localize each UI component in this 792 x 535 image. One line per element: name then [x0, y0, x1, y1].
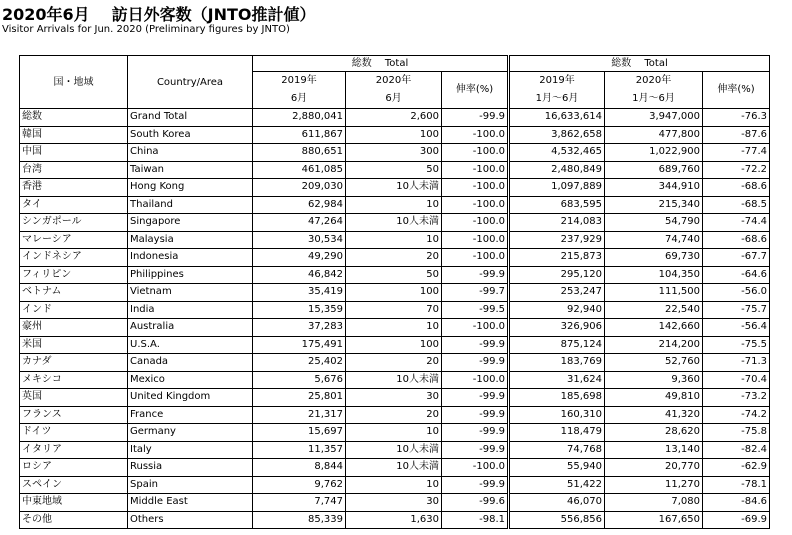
month-2019-value: 47,264 [253, 214, 346, 232]
country-name-en: Vietnam [128, 284, 253, 302]
header-month-2020: 2020年 6月 [346, 72, 442, 109]
table-row [20, 214, 770, 232]
month-2020-value: 30 [346, 389, 442, 407]
country-name-ja: 韓国 [20, 126, 128, 144]
cum-2020-value: 22,540 [605, 301, 703, 319]
month-2020-value: 20 [346, 249, 442, 267]
table-row [20, 196, 770, 214]
month-2020-value: 10 [346, 476, 442, 494]
month-growth-value: -99.6 [442, 494, 509, 512]
country-name-en: Russia [128, 459, 253, 477]
country-name-ja: ロシア [20, 459, 128, 477]
cum-2020-value: 1,022,900 [605, 144, 703, 162]
month-growth-value: -99.9 [442, 406, 509, 424]
cum-growth-value: -68.5 [703, 196, 770, 214]
cum-2020-value: 54,790 [605, 214, 703, 232]
table-row [20, 476, 770, 494]
country-name-ja: 総数 [20, 109, 128, 127]
country-name-en: Singapore [128, 214, 253, 232]
title-date: 2020年6月 [2, 5, 90, 24]
cum-growth-value: -78.1 [703, 476, 770, 494]
table-row [20, 126, 770, 144]
month-growth-value: -99.9 [442, 266, 509, 284]
cum-growth-value: -56.4 [703, 319, 770, 337]
page-subtitle: Visitor Arrivals for Jun. 2020 (Preliminary figures by JNTO) [2, 24, 290, 35]
month-2019-value: 11,357 [253, 441, 346, 459]
month-2019-value: 37,283 [253, 319, 346, 337]
month-2020-value: 20 [346, 406, 442, 424]
cum-2019-value: 683,595 [509, 196, 605, 214]
country-name-ja: 米国 [20, 336, 128, 354]
month-growth-value: -99.7 [442, 284, 509, 302]
header-month-growth: 伸率(%) [442, 72, 509, 109]
table-row [20, 354, 770, 372]
cum-2019-value: 51,422 [509, 476, 605, 494]
country-name-ja: 中国 [20, 144, 128, 162]
table-row [20, 371, 770, 389]
month-growth-value: -100.0 [442, 371, 509, 389]
cum-2020-value: 214,200 [605, 336, 703, 354]
month-growth-value: -100.0 [442, 179, 509, 197]
cum-growth-value: -75.7 [703, 301, 770, 319]
cum-2019-value: 215,873 [509, 249, 605, 267]
country-name-en: Others [128, 511, 253, 529]
month-2020-value: 100 [346, 284, 442, 302]
cum-2019-value: 46,070 [509, 494, 605, 512]
cum-2020-value: 69,730 [605, 249, 703, 267]
month-2020-value: 50 [346, 266, 442, 284]
header-month-2019: 2019年 6月 [253, 72, 346, 109]
cum-2019-value: 118,479 [509, 424, 605, 442]
month-2019-value: 46,842 [253, 266, 346, 284]
month-2020-value: 70 [346, 301, 442, 319]
country-name-en: France [128, 406, 253, 424]
cum-2020-value: 28,620 [605, 424, 703, 442]
table-row [20, 336, 770, 354]
cum-2020-value: 3,947,000 [605, 109, 703, 127]
cum-2020-value: 20,770 [605, 459, 703, 477]
country-name-en: Canada [128, 354, 253, 372]
cum-growth-value: -56.0 [703, 284, 770, 302]
month-growth-value: -99.9 [442, 441, 509, 459]
cum-2020-value: 689,760 [605, 161, 703, 179]
month-2019-value: 2,880,041 [253, 109, 346, 127]
cum-growth-value: -62.9 [703, 459, 770, 477]
month-2020-value: 10人未満 [346, 371, 442, 389]
month-growth-value: -100.0 [442, 126, 509, 144]
cum-2019-value: 55,940 [509, 459, 605, 477]
header-cum-2020: 2020年 1月～6月 [605, 72, 703, 109]
cum-2020-value: 344,910 [605, 179, 703, 197]
cum-2020-value: 52,760 [605, 354, 703, 372]
cum-2020-value: 9,360 [605, 371, 703, 389]
table-row [20, 161, 770, 179]
month-2019-value: 25,402 [253, 354, 346, 372]
month-2019-value: 611,867 [253, 126, 346, 144]
month-growth-value: -100.0 [442, 319, 509, 337]
cum-2019-value: 214,083 [509, 214, 605, 232]
country-name-en: Mexico [128, 371, 253, 389]
table-row [20, 144, 770, 162]
country-name-en: Grand Total [128, 109, 253, 127]
month-growth-value: -100.0 [442, 144, 509, 162]
month-growth-value: -99.5 [442, 301, 509, 319]
cum-growth-value: -71.3 [703, 354, 770, 372]
month-2019-value: 209,030 [253, 179, 346, 197]
country-name-ja: 豪州 [20, 319, 128, 337]
country-name-ja: シンガポール [20, 214, 128, 232]
table-row [20, 284, 770, 302]
table-row [20, 406, 770, 424]
country-name-ja: その他 [20, 511, 128, 529]
country-name-ja: 英国 [20, 389, 128, 407]
country-name-en: Spain [128, 476, 253, 494]
cum-growth-value: -69.9 [703, 511, 770, 529]
cum-growth-value: -75.8 [703, 424, 770, 442]
country-name-en: Middle East [128, 494, 253, 512]
cum-2019-value: 556,856 [509, 511, 605, 529]
cum-growth-value: -64.6 [703, 266, 770, 284]
country-name-ja: マレーシア [20, 231, 128, 249]
cum-2020-value: 74,740 [605, 231, 703, 249]
table-row [20, 109, 770, 127]
header-region-ja: 国・地域 [20, 56, 128, 109]
country-name-ja: インドネシア [20, 249, 128, 267]
cum-growth-value: -73.2 [703, 389, 770, 407]
table-row [20, 301, 770, 319]
table-row [20, 459, 770, 477]
cum-2019-value: 2,480,849 [509, 161, 605, 179]
country-name-en: Thailand [128, 196, 253, 214]
country-name-ja: スペイン [20, 476, 128, 494]
cum-2019-value: 74,768 [509, 441, 605, 459]
cum-2019-value: 4,532,465 [509, 144, 605, 162]
month-2019-value: 15,359 [253, 301, 346, 319]
cum-2020-value: 49,810 [605, 389, 703, 407]
month-growth-value: -98.1 [442, 511, 509, 529]
month-2020-value: 2,600 [346, 109, 442, 127]
month-2019-value: 461,085 [253, 161, 346, 179]
month-2020-value: 10人未満 [346, 459, 442, 477]
header-cum-growth: 伸率(%) [703, 72, 770, 109]
month-2020-value: 100 [346, 126, 442, 144]
cum-2020-value: 13,140 [605, 441, 703, 459]
header-cum-2019: 2019年 1月～6月 [509, 72, 605, 109]
cum-2019-value: 3,862,658 [509, 126, 605, 144]
month-growth-value: -100.0 [442, 214, 509, 232]
month-growth-value: -100.0 [442, 196, 509, 214]
table-row [20, 494, 770, 512]
country-name-en: United Kingdom [128, 389, 253, 407]
table-row [20, 266, 770, 284]
month-2019-value: 35,419 [253, 284, 346, 302]
cum-growth-value: -74.2 [703, 406, 770, 424]
table-row [20, 424, 770, 442]
month-growth-value: -99.9 [442, 424, 509, 442]
table-header [20, 56, 770, 109]
cum-2019-value: 185,698 [509, 389, 605, 407]
country-name-en: Malaysia [128, 231, 253, 249]
cum-2019-value: 31,624 [509, 371, 605, 389]
cum-2019-value: 183,769 [509, 354, 605, 372]
cum-2020-value: 111,500 [605, 284, 703, 302]
month-2020-value: 10人未満 [346, 441, 442, 459]
month-growth-value: -99.9 [442, 354, 509, 372]
month-2019-value: 25,801 [253, 389, 346, 407]
month-2020-value: 10 [346, 196, 442, 214]
month-2019-value: 7,747 [253, 494, 346, 512]
month-growth-value: -100.0 [442, 459, 509, 477]
cum-2020-value: 41,320 [605, 406, 703, 424]
page-title [2, 2, 316, 25]
cum-2020-value: 477,800 [605, 126, 703, 144]
country-name-ja: フランス [20, 406, 128, 424]
cum-growth-value: -77.4 [703, 144, 770, 162]
month-2020-value: 100 [346, 336, 442, 354]
cum-growth-value: -82.4 [703, 441, 770, 459]
country-name-en: India [128, 301, 253, 319]
cum-growth-value: -74.4 [703, 214, 770, 232]
month-growth-value: -100.0 [442, 249, 509, 267]
country-name-en: Hong Kong [128, 179, 253, 197]
cum-growth-value: -68.6 [703, 231, 770, 249]
header-region-en: Country/Area [128, 56, 253, 109]
country-name-en: China [128, 144, 253, 162]
month-2019-value: 9,762 [253, 476, 346, 494]
country-name-ja: メキシコ [20, 371, 128, 389]
cum-2019-value: 253,247 [509, 284, 605, 302]
cum-growth-value: -84.6 [703, 494, 770, 512]
cum-2020-value: 142,660 [605, 319, 703, 337]
month-2020-value: 10人未満 [346, 214, 442, 232]
cum-2020-value: 104,350 [605, 266, 703, 284]
table-row [20, 389, 770, 407]
month-2019-value: 21,317 [253, 406, 346, 424]
cum-2020-value: 11,270 [605, 476, 703, 494]
cum-growth-value: -76.3 [703, 109, 770, 127]
cum-growth-value: -68.6 [703, 179, 770, 197]
month-2020-value: 10 [346, 424, 442, 442]
table-row [20, 249, 770, 267]
month-2019-value: 5,676 [253, 371, 346, 389]
country-name-ja: カナダ [20, 354, 128, 372]
table-row [20, 179, 770, 197]
month-growth-value: -100.0 [442, 231, 509, 249]
month-growth-value: -99.9 [442, 389, 509, 407]
country-name-en: U.S.A. [128, 336, 253, 354]
cum-2019-value: 326,906 [509, 319, 605, 337]
cum-2019-value: 875,124 [509, 336, 605, 354]
cum-2019-value: 16,633,614 [509, 109, 605, 127]
cum-2019-value: 295,120 [509, 266, 605, 284]
table-row [20, 511, 770, 529]
cum-2020-value: 215,340 [605, 196, 703, 214]
month-2019-value: 175,491 [253, 336, 346, 354]
header-group-cumulative: 総数 Total [509, 56, 770, 72]
month-2019-value: 85,339 [253, 511, 346, 529]
month-2020-value: 10 [346, 319, 442, 337]
country-name-ja: インド [20, 301, 128, 319]
country-name-en: South Korea [128, 126, 253, 144]
month-2020-value: 300 [346, 144, 442, 162]
month-2019-value: 8,844 [253, 459, 346, 477]
month-2019-value: 880,651 [253, 144, 346, 162]
cum-growth-value: -75.5 [703, 336, 770, 354]
month-2020-value: 10 [346, 231, 442, 249]
country-name-ja: ドイツ [20, 424, 128, 442]
header-group-month: 総数 Total [253, 56, 509, 72]
cum-2019-value: 160,310 [509, 406, 605, 424]
month-growth-value: -99.9 [442, 476, 509, 494]
month-2020-value: 50 [346, 161, 442, 179]
country-name-en: Australia [128, 319, 253, 337]
month-2019-value: 30,534 [253, 231, 346, 249]
cum-2019-value: 1,097,889 [509, 179, 605, 197]
cum-2020-value: 7,080 [605, 494, 703, 512]
month-2020-value: 1,630 [346, 511, 442, 529]
table-row [20, 441, 770, 459]
month-2019-value: 15,697 [253, 424, 346, 442]
month-growth-value: -100.0 [442, 161, 509, 179]
cum-growth-value: -72.2 [703, 161, 770, 179]
country-name-en: Germany [128, 424, 253, 442]
month-2019-value: 62,984 [253, 196, 346, 214]
month-2020-value: 30 [346, 494, 442, 512]
country-name-en: Philippines [128, 266, 253, 284]
visitor-arrivals-table [19, 55, 770, 529]
title-text: 訪日外客数（JNTO推計値） [111, 5, 316, 24]
month-2019-value: 49,290 [253, 249, 346, 267]
cum-2019-value: 92,940 [509, 301, 605, 319]
country-name-en: Taiwan [128, 161, 253, 179]
cum-growth-value: -87.6 [703, 126, 770, 144]
country-name-ja: 中東地域 [20, 494, 128, 512]
cum-2019-value: 237,929 [509, 231, 605, 249]
country-name-en: Indonesia [128, 249, 253, 267]
country-name-ja: タイ [20, 196, 128, 214]
country-name-ja: イタリア [20, 441, 128, 459]
month-2020-value: 20 [346, 354, 442, 372]
country-name-ja: ベトナム [20, 284, 128, 302]
country-name-ja: フィリピン [20, 266, 128, 284]
month-growth-value: -99.9 [442, 109, 509, 127]
country-name-ja: 台湾 [20, 161, 128, 179]
month-growth-value: -99.9 [442, 336, 509, 354]
cum-2020-value: 167,650 [605, 511, 703, 529]
table-row [20, 319, 770, 337]
country-name-ja: 香港 [20, 179, 128, 197]
cum-growth-value: -70.4 [703, 371, 770, 389]
table-row [20, 231, 770, 249]
cum-growth-value: -67.7 [703, 249, 770, 267]
month-2020-value: 10人未満 [346, 179, 442, 197]
country-name-en: Italy [128, 441, 253, 459]
table-body [20, 109, 770, 529]
